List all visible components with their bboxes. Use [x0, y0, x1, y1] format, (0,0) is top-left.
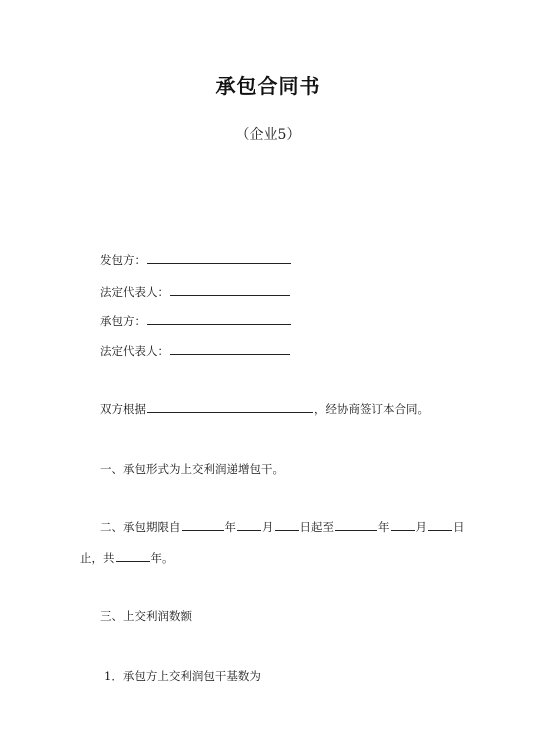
clause-3: 三、上交利润数额	[100, 609, 192, 623]
end-month-blank[interactable]	[391, 529, 415, 531]
start-year-blank[interactable]	[182, 529, 224, 531]
start-day-blank[interactable]	[275, 529, 299, 531]
document-subtitle: （企业5）	[235, 127, 301, 143]
day-from-label: 日起至	[299, 520, 334, 534]
clause-3-item-1: 1．承包方上交利润包干基数为	[104, 669, 261, 683]
duration-years-blank[interactable]	[116, 560, 150, 562]
year-label: 年	[224, 520, 236, 534]
party-contractor-out-row	[100, 252, 292, 268]
basis-blank[interactable]	[147, 411, 313, 413]
legal-rep-1-blank[interactable]	[170, 294, 290, 296]
end-year-blank[interactable]	[335, 529, 377, 531]
end-day-blank[interactable]	[428, 529, 452, 531]
legal-rep-1-label: 法定代表人：	[100, 285, 169, 299]
clause-2-line-2	[80, 550, 174, 566]
day-label: 日	[453, 520, 465, 534]
party-contractor-in-row	[100, 313, 292, 329]
start-month-blank[interactable]	[237, 529, 261, 531]
clause-2-prefix: 二、承包期限自	[100, 520, 181, 534]
contractor-in-blank[interactable]	[147, 323, 291, 325]
legal-rep-1-row	[100, 284, 291, 300]
clause-2-line-1	[100, 519, 465, 535]
contractor-out-label: 发包方：	[100, 253, 146, 267]
contractor-out-blank[interactable]	[147, 262, 291, 264]
year-label-2: 年	[378, 520, 390, 534]
clause-1: 一、承包形式为上交利润递增包干。	[100, 462, 284, 476]
document-title: 承包合同书	[215, 74, 321, 98]
clause-2-line-2-prefix: 止，共	[80, 551, 115, 565]
basis-suffix: ，经协商签订本合同。	[314, 402, 429, 416]
legal-rep-2-row	[100, 343, 291, 359]
basis-clause	[100, 401, 429, 417]
month-label-2: 月	[415, 520, 427, 534]
clause-2-line-2-suffix: 年。	[150, 551, 174, 565]
legal-rep-2-label: 法定代表人：	[100, 344, 169, 358]
contractor-in-label: 承包方：	[100, 314, 146, 328]
basis-prefix: 双方根据	[100, 402, 146, 416]
month-label: 月	[262, 520, 274, 534]
legal-rep-2-blank[interactable]	[170, 353, 290, 355]
